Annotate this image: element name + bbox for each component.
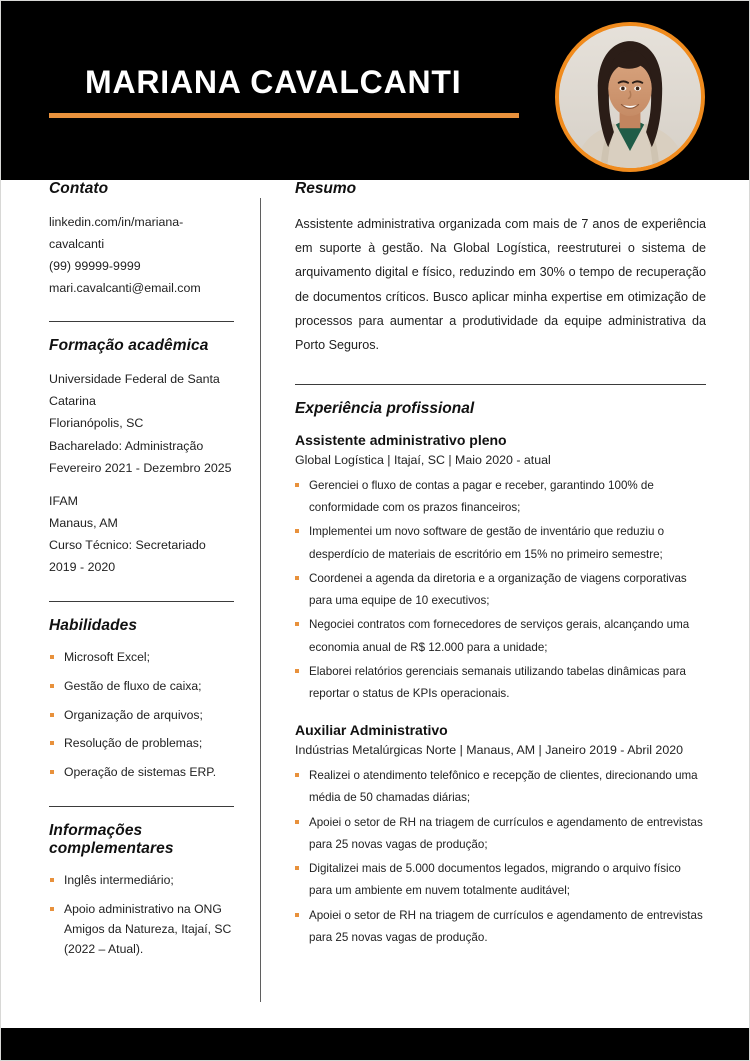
list-item: Negociei contratos com fornecedores de serviços gerais, alcançando uma economia anual de R$ 12.000 para a unidade;	[295, 614, 706, 659]
portrait-photo-icon	[559, 26, 701, 168]
sidebar-section-contact	[49, 180, 235, 299]
job-bullets	[295, 765, 706, 949]
list-item: Inglês intermediário;	[49, 871, 235, 891]
list-item: Resolução de problemas;	[49, 734, 235, 754]
education-degree: Bacharelado: Administração	[49, 438, 204, 453]
list-item: Implementei um novo software de gestão de inventário que reduziu o desperdício de materiais de escritório em 15% no primeiro semestre;	[295, 521, 706, 566]
sidebar-section-skills	[49, 601, 235, 783]
sidebar-section-education	[49, 321, 235, 578]
list-item: Apoio administrativo na ONG Amigos da Natureza, Itajaí, SC (2022 – Atual).	[49, 900, 235, 959]
section-divider	[49, 321, 234, 322]
content-area	[1, 180, 750, 1028]
education-institution: Universidade Federal de Santa Catarina	[49, 372, 220, 409]
footer-banner	[1, 1028, 750, 1061]
spacer	[295, 707, 706, 722]
spacer	[49, 299, 235, 321]
list-item: Gestão de fluxo de caixa;	[49, 677, 235, 697]
list-item: Gerenciei o fluxo de contas a pagar e receber, garantindo 100% de conformidade com os prazos financeiros;	[295, 475, 706, 520]
education-location: Manaus, AM	[49, 515, 118, 530]
education-institution: IFAM	[49, 493, 78, 508]
list-item: Digitalizei mais de 5.000 documentos legados, migrando o arquivo físico para um ambiente em nuvem totalmente auditável;	[295, 858, 706, 903]
experience-entry	[295, 722, 706, 949]
section-summary	[295, 180, 706, 357]
additional-list	[49, 871, 235, 959]
spacer	[49, 783, 235, 806]
list-item: Realizei o atendimento telefônico e recepção de clientes, direcionando uma média de 50 chamadas diárias;	[295, 765, 706, 810]
contact-heading: Contato	[49, 180, 109, 197]
list-item: Apoiei o setor de RH na triagem de currículos e agendamento de entrevistas para 25 novas vagas de produção;	[295, 812, 706, 857]
additional-heading-line1: Informações	[49, 821, 143, 839]
spacer	[295, 357, 706, 384]
skills-list	[49, 648, 235, 783]
section-divider	[49, 806, 234, 807]
sidebar-section-additional	[49, 806, 235, 960]
job-meta: Indústrias Metalúrgicas Norte | Manaus, AM | Janeiro 2019 - Abril 2020	[295, 743, 683, 758]
summary-text: Assistente administrativa organizada com mais de 7 anos de experiência em suporte à gestão. Na Global Logística, reestruturei o sistema de arquivamento digital e físico, reduzindo em 30% o tempo de recuperação de documentos críticos. Busco aplicar minha expertise em otimização de processos para aumentar a produtividade da equipe administrativa da Porto Seguros.	[295, 217, 706, 352]
contact-phone: (99) 99999-9999	[49, 259, 141, 274]
header-accent-rule	[49, 113, 519, 118]
contact-email[interactable]: mari.cavalcanti@email.com	[49, 281, 201, 296]
experience-entry	[295, 432, 706, 705]
education-dates: 2019 - 2020	[49, 559, 116, 574]
section-experience	[295, 384, 706, 949]
main-column	[295, 180, 706, 951]
section-divider	[295, 384, 706, 385]
column-divider	[260, 198, 261, 1002]
experience-heading: Experiência profissional	[295, 400, 475, 418]
sidebar	[49, 180, 235, 959]
additional-heading	[49, 822, 235, 859]
job-title: Auxiliar Administrativo	[295, 722, 448, 739]
spacer	[49, 578, 235, 601]
job-bullets	[295, 475, 706, 706]
list-item: Operação de sistemas ERP.	[49, 763, 235, 783]
education-dates: Fevereiro 2021 - Dezembro 2025	[49, 460, 232, 475]
skills-heading: Habilidades	[49, 617, 138, 635]
education-entry	[49, 490, 235, 578]
education-heading: Formação acadêmica	[49, 337, 209, 355]
list-item: Organização de arquivos;	[49, 706, 235, 726]
avatar	[555, 22, 705, 172]
list-item: Elaborei relatórios gerenciais semanais utilizando tabelas dinâmicas para reportar o status de KPIs operacionais.	[295, 661, 706, 706]
page-title: MARIANA CAVALCANTI	[85, 64, 462, 100]
header-banner	[1, 1, 750, 180]
list-item: Microsoft Excel;	[49, 648, 235, 668]
section-divider	[49, 601, 234, 602]
education-degree: Curso Técnico: Secretariado	[49, 537, 206, 552]
education-entry	[49, 368, 235, 478]
job-title: Assistente administrativo pleno	[295, 432, 507, 449]
education-location: Florianópolis, SC	[49, 416, 144, 431]
list-item: Coordenei a agenda da diretoria e a organização de viagens corporativas para uma equipe de 10 executivos;	[295, 568, 706, 613]
summary-heading: Resumo	[295, 180, 357, 197]
additional-heading-line2: complementares	[49, 840, 174, 858]
list-item: Apoiei o setor de RH na triagem de currículos e agendamento de entrevistas para 25 novas vagas de produção.	[295, 905, 706, 950]
contact-linkedin[interactable]: linkedin.com/in/mariana-cavalcanti	[49, 215, 184, 252]
job-meta: Global Logística | Itajaí, SC | Maio 2020 - atual	[295, 453, 551, 468]
